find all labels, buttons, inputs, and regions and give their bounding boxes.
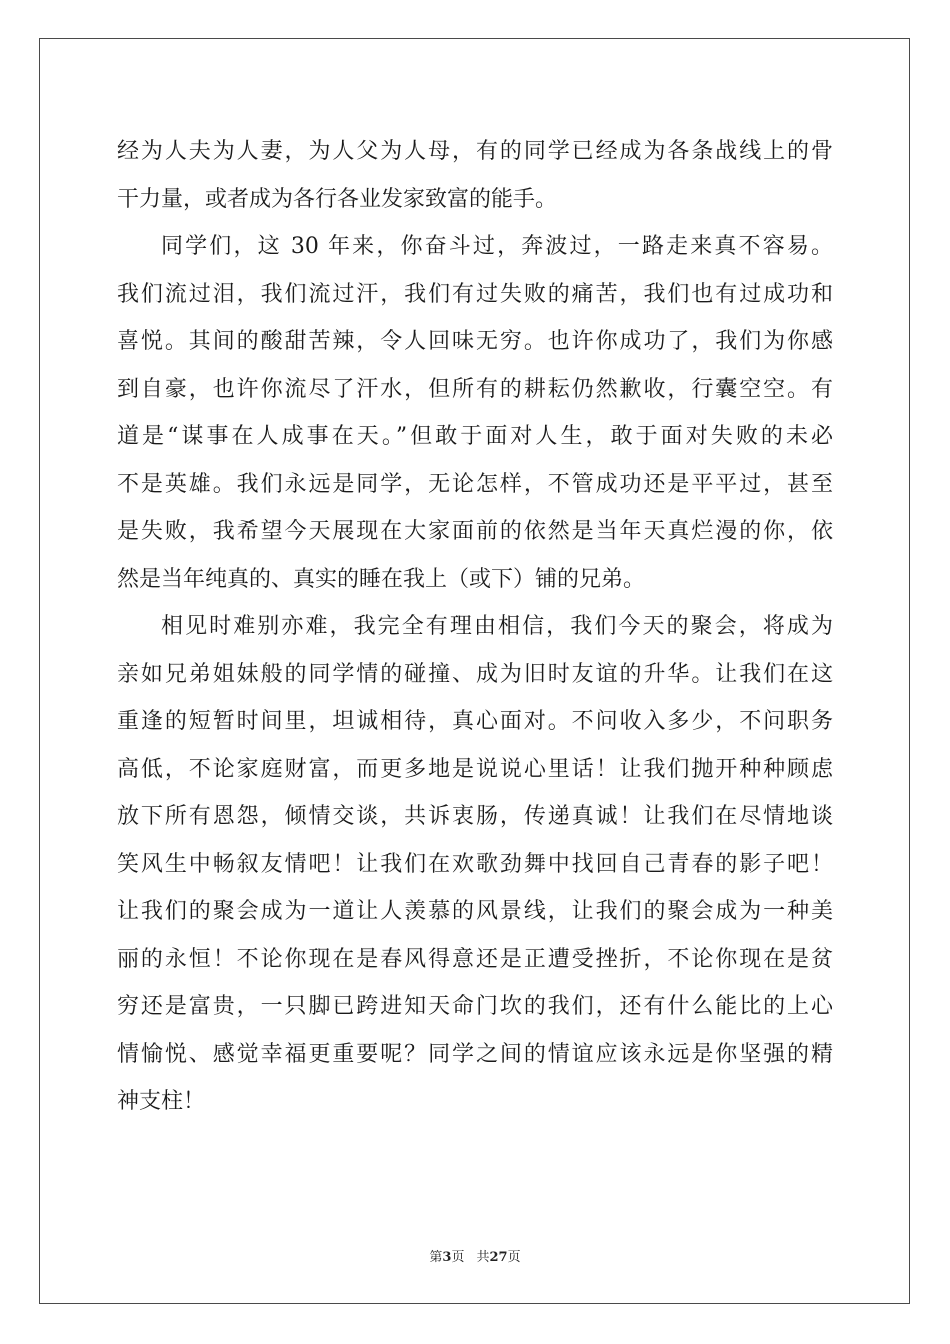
text-line: 我们流过泪，我们流过汗，我们有过失败的痛苦，我们也有过成功和 [117,281,833,307]
text-line: 笑风生中畅叙友情吧！让我们在欢歌劲舞中找回自己青春的影子吧！ [117,851,833,877]
text-line: 亲如兄弟姐妹般的同学情的碰撞、成为旧时友谊的升华。让我们在这 [117,661,833,687]
text-line: 到自豪，也许你流尽了汗水，但所有的耕耘仍然歉收，行囊空空。有 [117,376,833,402]
text-line: 神支柱！ [117,1089,206,1114]
text-line: 相见时难别亦难，我完全有理由相信，我们今天的聚会，将成为 [161,614,833,639]
page-footer [0,1246,950,1265]
text-line: 放下所有恩怨，倾情交谈，共诉衷肠，传递真诚！让我们在尽情地谈 [117,804,833,829]
text-line: 同学们，这 30 年来，你奋斗过，奔波过，一路走来真不容易。 [161,234,833,259]
document-body [117,128,833,1126]
total-suffix: 页 [507,1250,521,1265]
text-line: 是失败，我希望今天展现在大家面前的依然是当年天真烂漫的你，依 [117,519,833,544]
page-prefix: 第 [429,1250,443,1265]
text-line: 高低，不论家庭财富，而更多地是说说心里话！让我们抛开种种顾虑 [117,756,833,782]
text-line: 经为人夫为人妻，为人父为人母，有的同学已经成为各条战线上的骨 [117,139,833,164]
text-line: 不是英雄。我们永远是同学，无论怎样，不管成功还是平平过，甚至 [117,471,833,497]
text-line: 情愉悦、感觉幸福更重要呢？同学之间的情谊应该永远是你坚强的精 [117,1041,833,1067]
text-line: 丽的永恒！不论你现在是春风得意还是正遭受挫折，不论你现在是贫 [117,946,833,972]
text-line: 然是当年纯真的、真实的睡在我上（或下）铺的兄弟。 [117,566,646,592]
text-line: 让我们的聚会成为一道让人羡慕的风景线，让我们的聚会成为一种美 [117,899,833,924]
page-suffix: 页 [451,1250,465,1265]
total-prefix: 共 [476,1250,490,1265]
text-line: 穷还是富贵，一只脚已跨进知天命门坎的我们，还有什么能比的上心 [117,994,833,1019]
text-line: 喜悦。其间的酸甜苦辣，令人回味无穷。也许你成功了，我们为你感 [117,329,833,354]
text-line: 重逢的短暂时间里，坦诚相待，真心面对。不问收入多少，不问职务 [117,709,833,734]
total-pages: 27 [489,1250,508,1265]
text-line: 干力量，或者成为各行各业发家致富的能手。 [117,186,558,212]
text-line: 道是“谋事在人成事在天。”但敢于面对人生，敢于面对失败的未必 [117,424,833,449]
page-number: 3 [442,1250,452,1265]
